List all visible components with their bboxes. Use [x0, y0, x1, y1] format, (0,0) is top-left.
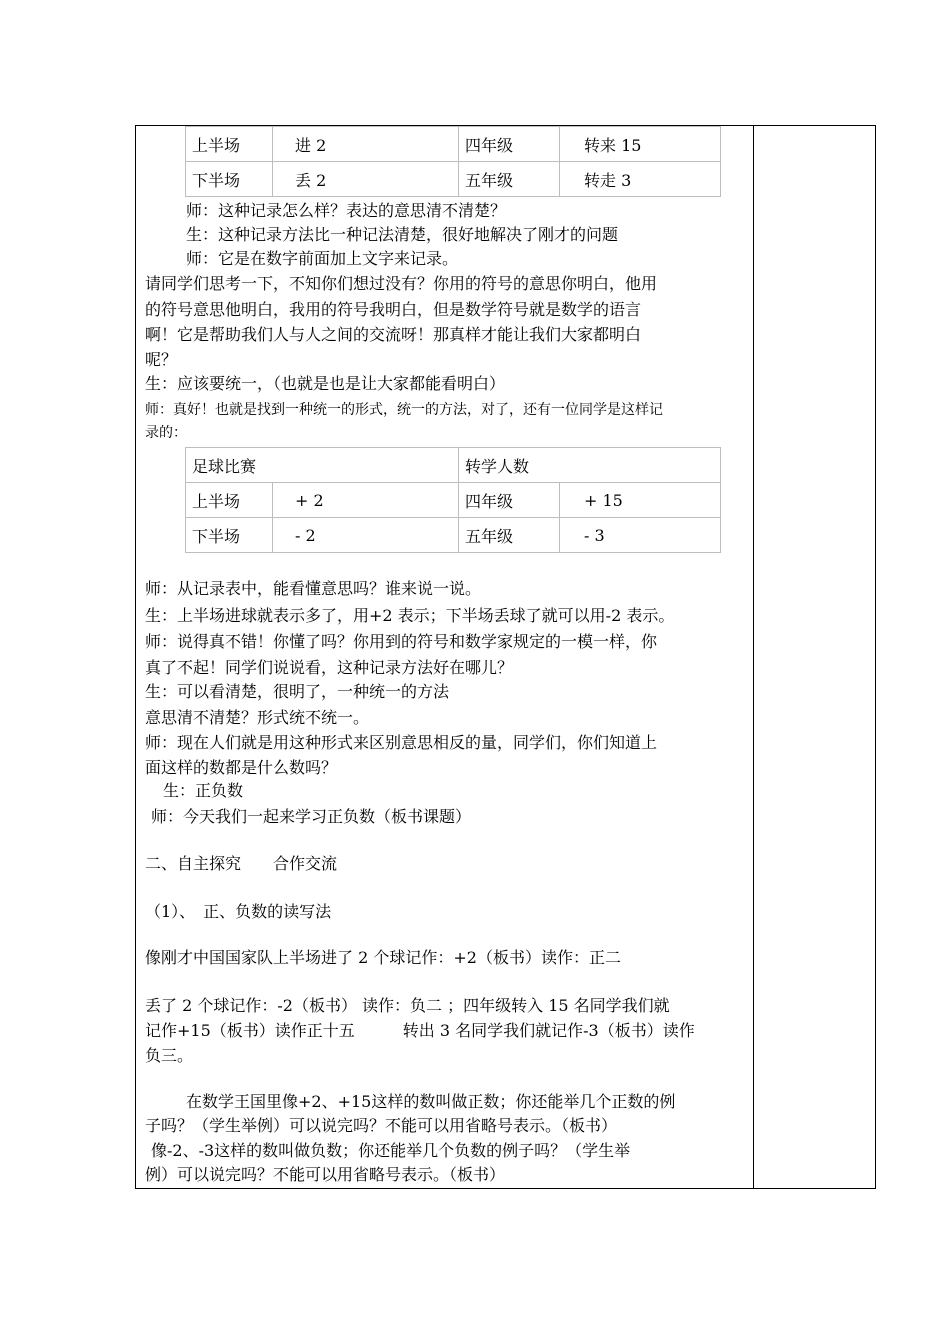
text-line: 的符号意思他明白，我用的符号我明白，但是数学符号就是数学的语言: [145, 300, 642, 319]
text-line: 子吗？（学生举例）可以说完吗？不能可以用省略号表示。（板书）: [145, 1116, 618, 1135]
table-cell: 下半场: [186, 518, 273, 553]
text-line: 师：它是在数字前面加上文字来记录。: [186, 249, 459, 268]
table-cell: - 3: [560, 518, 721, 553]
text-line: 呢？: [145, 350, 178, 369]
text-line: 请同学们思考一下，不知你们想过没有？你用的符号的意思你明白，他用: [145, 274, 658, 293]
table-cell: 丢 2: [273, 162, 459, 197]
text-line: 丢了 2 个球记作：-2（板书） 读作：负二 ；四年级转入 15 名同学我们就: [145, 996, 670, 1015]
table-row: [186, 483, 721, 518]
table-cell: 四年级: [459, 127, 560, 162]
text-line: 啊！它是帮助我们人与人之间的交流呀！那真样才能让我们大家都明白: [145, 325, 642, 344]
column-divider: [753, 126, 754, 1188]
section-heading: 二、自主探究 合作交流: [145, 854, 338, 873]
text-line: 生：上半场进球就表示多了，用+2 表示；下半场丢球了就可以用-2 表示。: [145, 606, 675, 625]
table-cell: 进 2: [273, 127, 459, 162]
text-line: 真了不起！同学们说说看，这种记录方法好在哪儿？: [145, 658, 514, 677]
sub-heading: （1）、 正、负数的读写法: [145, 902, 332, 921]
table-cell: 转来 15: [560, 127, 721, 162]
table-header-cell: 转学人数: [459, 448, 721, 483]
text-line: 师：从记录表中，能看懂意思吗？谁来说一说。: [145, 579, 482, 598]
text-line: 负三。: [145, 1046, 194, 1065]
text-line: 像-2、-3这样的数叫做负数；你还能举几个负数的例子吗？（学生举: [151, 1141, 631, 1160]
text-line: 生：可以看清楚，很明了，一种统一的方法: [145, 682, 450, 701]
text-line: 在数学王国里像+2、+15这样的数叫做正数；你还能举几个正数的例: [186, 1092, 676, 1111]
table-cell: 上半场: [186, 127, 273, 162]
text-line: 师：真好！也就是找到一种统一的形式，统一的方法，对了，还有一位同学是这样记: [145, 402, 663, 418]
text-line: 意思清不清楚？形式统不统一。: [145, 708, 370, 727]
text-line: 记作+15（板书）读作正十五 转出 3 名同学我们就记作-3（板书）读作: [145, 1021, 695, 1040]
table-cell: 下半场: [186, 162, 273, 197]
table-cell: 五年级: [459, 518, 560, 553]
table-cell: 上半场: [186, 483, 273, 518]
table-header-row: [186, 448, 721, 483]
text-line: 师：这种记录怎么样？表达的意思清不清楚？: [186, 201, 507, 220]
table-cell: 转走 3: [560, 162, 721, 197]
text-line: 师：说得真不错！你懂了吗？你用到的符号和数学家规定的一模一样，你: [145, 632, 658, 651]
table-cell: + 2: [273, 483, 459, 518]
table-cell: + 15: [560, 483, 721, 518]
table-row: [186, 127, 721, 162]
text-line: 面这样的数都是什么数吗？: [145, 758, 338, 777]
record-table-signs: [185, 447, 721, 553]
table-row: [186, 162, 721, 197]
text-line: 像刚才中国国家队上半场进了 2 个球记作：+2（板书）读作：正二: [145, 948, 621, 967]
table-cell: 五年级: [459, 162, 560, 197]
record-table-words: [185, 126, 721, 197]
text-line: 师：今天我们一起来学习正负数（板书课题）: [151, 807, 472, 826]
table-row: [186, 518, 721, 553]
table-header-cell: 足球比赛: [186, 448, 459, 483]
text-line: 生：正负数: [163, 781, 244, 800]
table-cell: 四年级: [459, 483, 560, 518]
text-line: 生：这种记录方法比一种记法清楚，很好地解决了刚才的问题: [186, 225, 619, 244]
text-line: 例）可以说完吗？不能可以用省略号表示。（板书）: [145, 1165, 506, 1184]
text-line: 录的：: [145, 425, 187, 441]
text-line: 生：应该要统一，（也就是也是让大家都能看明白）: [145, 374, 506, 393]
table-cell: - 2: [273, 518, 459, 553]
text-line: 师：现在人们就是用这种形式来区别意思相反的量，同学们，你们知道上: [145, 733, 658, 752]
